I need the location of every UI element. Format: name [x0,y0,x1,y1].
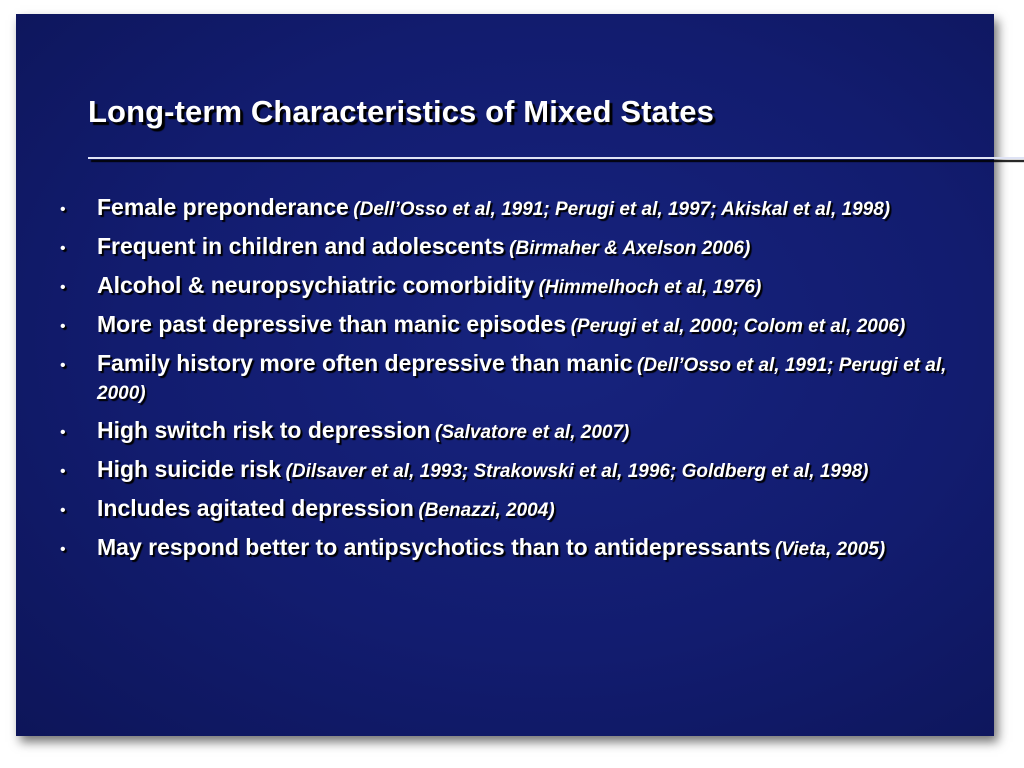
bullet-item [56,494,966,525]
bullet-item [56,310,966,341]
bullet-citation: (Vieta, 2005) [774,539,886,560]
bullet-citation: (Dilsaver et al, 1993; Strakowski et al, 1996; Goldberg et al, 1998) [285,461,869,482]
bullet-text: Includes agitated depression [97,495,414,521]
bullet-dot-icon: • [60,240,66,257]
bullet-item [56,349,966,408]
bullet-dot-icon: • [60,502,66,519]
bullet-dot-icon: • [60,424,66,441]
bullet-citation: (Salvatore et al, 2007) [435,422,630,443]
bullet-text: More past depressive than manic episodes [97,311,567,337]
bullet-item [56,232,966,263]
bullet-text: Alcohol & neuropsychiatric comorbidity [97,272,535,298]
bullet-dot-icon: • [60,357,66,374]
bullet-text: High suicide risk [97,456,282,482]
bullet-citation: (Birmaher & Axelson 2006) [509,238,751,259]
bullet-citation: (Dell’Osso et al, 1991; Perugi et al, 1997; Akiskal et al, 1998) [353,199,891,220]
bullet-list [56,193,966,572]
bullet-item [56,416,966,447]
bullet-dot-icon: • [60,463,66,480]
bullet-text: Female preponderance [97,194,349,220]
bullet-dot-icon: • [60,279,66,296]
bullet-citation: (Perugi et al, 2000; Colom et al, 2006) [570,316,906,337]
bullet-text: Family history more often depressive than manic [97,350,633,376]
slide-title: Long-term Characteristics of Mixed States [88,94,714,129]
bullet-text: Frequent in children and adolescents [97,233,505,259]
bullet-item [56,193,966,224]
bullet-citation: (Benazzi, 2004) [418,500,555,521]
bullet-item [56,271,966,302]
bullet-item [56,455,966,486]
bullet-text: May respond better to antipsychotics than to antidepressants [97,534,771,560]
bullet-text: High switch risk to depression [97,417,431,443]
bullet-dot-icon: • [60,318,66,335]
title-underline [88,157,1024,159]
bullet-citation: (Himmelhoch et al, 1976) [538,277,762,298]
bullet-dot-icon: • [60,541,66,558]
bullet-dot-icon: • [60,201,66,218]
bullet-item [56,533,966,564]
bullet-citation: (Dell’Osso et al, 1991; Perugi et al, 2000) [97,355,947,404]
